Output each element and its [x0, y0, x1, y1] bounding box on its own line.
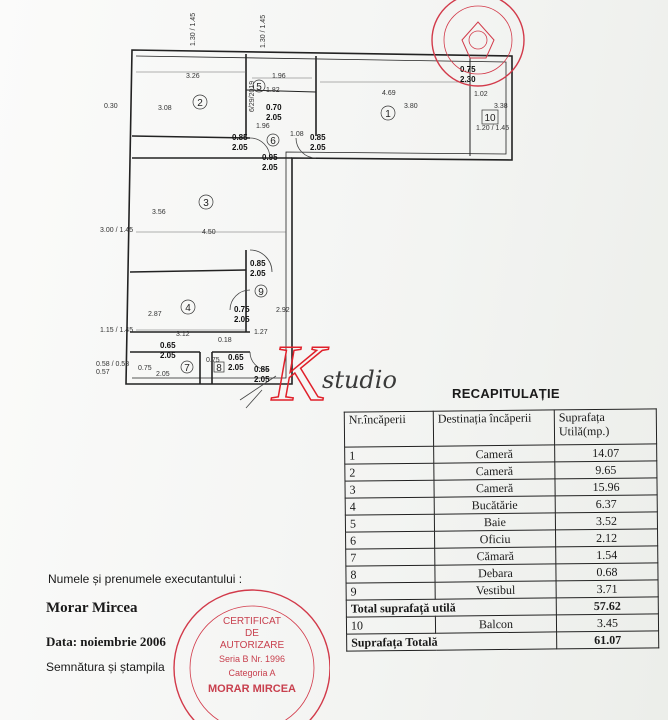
cell-area: 14.07	[555, 444, 657, 462]
dim: 0.57	[96, 369, 110, 376]
door-label: 2.05	[310, 143, 326, 152]
recap-header	[344, 409, 656, 447]
stamp-bottom	[160, 576, 330, 720]
room-3-width: 4.50	[202, 229, 216, 236]
room-5-height: 1.82	[266, 87, 280, 94]
door-label: 0.70	[266, 103, 282, 112]
cell-area: 2.12	[556, 529, 658, 547]
door-label: 2.05	[250, 269, 266, 278]
cell-dest: Cameră	[434, 445, 555, 463]
cell-dest: Debara	[435, 564, 556, 582]
room-2-width: 3.26	[186, 73, 200, 80]
door-label: 2.30	[460, 75, 476, 84]
room-number-5: 5	[256, 82, 262, 93]
cell-dest: Oficiu	[435, 530, 556, 548]
room-1-width: 4.69	[382, 90, 396, 97]
total-label: Suprafața Totală	[347, 632, 557, 651]
cell-nr: 6	[346, 531, 435, 549]
vertical-code: 6/29/2019	[249, 80, 256, 112]
window-dim: 3.00 / 1.45	[100, 227, 134, 234]
door-label: 0.75	[460, 65, 476, 74]
signature-label: Semnătura și ștampila	[46, 660, 165, 674]
cell-nr: 10	[346, 616, 435, 634]
window-dim: 1.15 / 1.45	[100, 327, 134, 334]
room-number-4: 4	[185, 303, 191, 314]
door-label: 2.05	[232, 143, 248, 152]
stamp-line: Seria B Nr. 1996	[218, 654, 286, 664]
door-label: 2.05	[266, 113, 282, 122]
total-util-label: Total suprafață utilă	[346, 598, 556, 617]
recap-title: RECAPITULAȚIE	[452, 386, 560, 401]
cell-area: 1.54	[556, 546, 658, 564]
room-9-width: 1.27	[254, 329, 268, 336]
door-label: 2.05	[228, 363, 244, 372]
window-dim: 1.20 / 1.45	[476, 125, 510, 132]
cell-nr: 8	[346, 565, 435, 583]
room-4-height: 2.87	[148, 311, 162, 318]
door-label: 0.85	[310, 133, 326, 142]
door-label: 0.75	[234, 305, 250, 314]
door-label: 0.85	[254, 365, 270, 374]
cell-nr: 9	[346, 582, 435, 600]
cell-area: 3.71	[556, 580, 658, 598]
watermark-logo: K	[272, 330, 326, 418]
dim: 0.18	[218, 337, 232, 344]
room-number-6: 6	[270, 136, 276, 147]
executant-name: Morar Mircea	[46, 600, 138, 616]
watermark-text: studio	[322, 366, 397, 394]
room-number-2: 2	[197, 98, 203, 109]
cell-area: 15.96	[555, 478, 657, 496]
cell-area: 0.68	[556, 563, 658, 581]
stamp-line: Categoria A	[228, 668, 276, 678]
cell-nr: 4	[345, 497, 434, 515]
cell-dest: Baie	[434, 513, 555, 531]
window-dim: 1.30 / 1.45	[190, 12, 197, 46]
cell-dest: Cămară	[435, 547, 556, 565]
cell-dest: Balcon	[435, 615, 556, 633]
door-label: 2.05	[262, 163, 278, 172]
room-number-8: 8	[216, 363, 222, 374]
stamp-line: DE	[245, 628, 259, 639]
stamp-top-right	[432, 0, 524, 86]
room-10-width: 1.02	[474, 91, 488, 98]
stamp-line: MORAR MIRCEA	[208, 683, 296, 695]
room-7-width: 0.75	[138, 365, 152, 372]
room-6-width: 1.96	[256, 123, 270, 130]
cell-dest: Vestibul	[435, 581, 556, 599]
header-area: Suprafața Utilă(mp.)	[554, 409, 656, 445]
room-2-height: 3.08	[158, 105, 172, 112]
executant-label: Numele și prenumele executantului :	[48, 572, 243, 586]
cell-nr: 7	[346, 548, 435, 566]
cell-dest: Cameră	[434, 479, 555, 497]
header-nr: Nr.încăperii	[344, 411, 433, 447]
cell-dest: Bucătărie	[434, 496, 555, 514]
door-label: 0.65	[228, 353, 244, 362]
room-1-height: 3.80	[404, 103, 418, 110]
stamp-line: AUTORIZARE	[219, 640, 285, 651]
door-label: 0.85	[250, 259, 266, 268]
room-10-height: 3.38	[494, 103, 508, 110]
door-label: 2.05	[234, 315, 250, 324]
cell-area: 6.37	[555, 495, 657, 513]
room-number-3: 3	[203, 198, 209, 209]
document-date: Data: noiembrie 2006	[46, 634, 166, 649]
dim: 0.75	[206, 357, 220, 364]
header-dest: Destinația încăperii	[433, 410, 554, 446]
door-label: 2.05	[254, 375, 270, 384]
door-label: 0.65	[160, 341, 176, 350]
room-number-9: 9	[258, 287, 264, 298]
window-dim: 0.58 / 0.58	[96, 361, 130, 368]
total-row	[347, 631, 659, 651]
stamp-line: CERTIFICAT	[223, 616, 281, 627]
cell-nr: 5	[345, 514, 434, 532]
cell-dest: Cameră	[434, 462, 555, 480]
cell-nr: 1	[345, 446, 434, 464]
dim: 1.08	[290, 131, 304, 138]
total-util-value: 57.62	[556, 597, 658, 615]
recap-table	[344, 408, 659, 651]
door-label: 2.05	[160, 351, 176, 360]
cell-nr: 2	[345, 463, 434, 481]
cell-area: 3.52	[555, 512, 657, 530]
cell-area: 9.65	[555, 461, 657, 479]
window-dim: 1.30 / 1.45	[260, 14, 267, 48]
cell-area: 3.45	[556, 614, 658, 632]
dim: 2.05	[156, 371, 170, 378]
door-label: 0.95	[262, 153, 278, 162]
cell-nr: 3	[345, 480, 434, 498]
room-4-width: 3.12	[176, 331, 190, 338]
door-label: 0.85	[232, 133, 248, 142]
room-number-10: 10	[484, 113, 496, 124]
total-value: 61.07	[557, 631, 659, 649]
wall-dim: 0.30	[104, 103, 118, 110]
room-3-height: 3.56	[152, 209, 166, 216]
room-number-7: 7	[184, 363, 190, 374]
room-9-height: 2.92	[276, 307, 290, 314]
room-5-width: 1.96	[272, 73, 286, 80]
room-number-1: 1	[385, 109, 391, 120]
